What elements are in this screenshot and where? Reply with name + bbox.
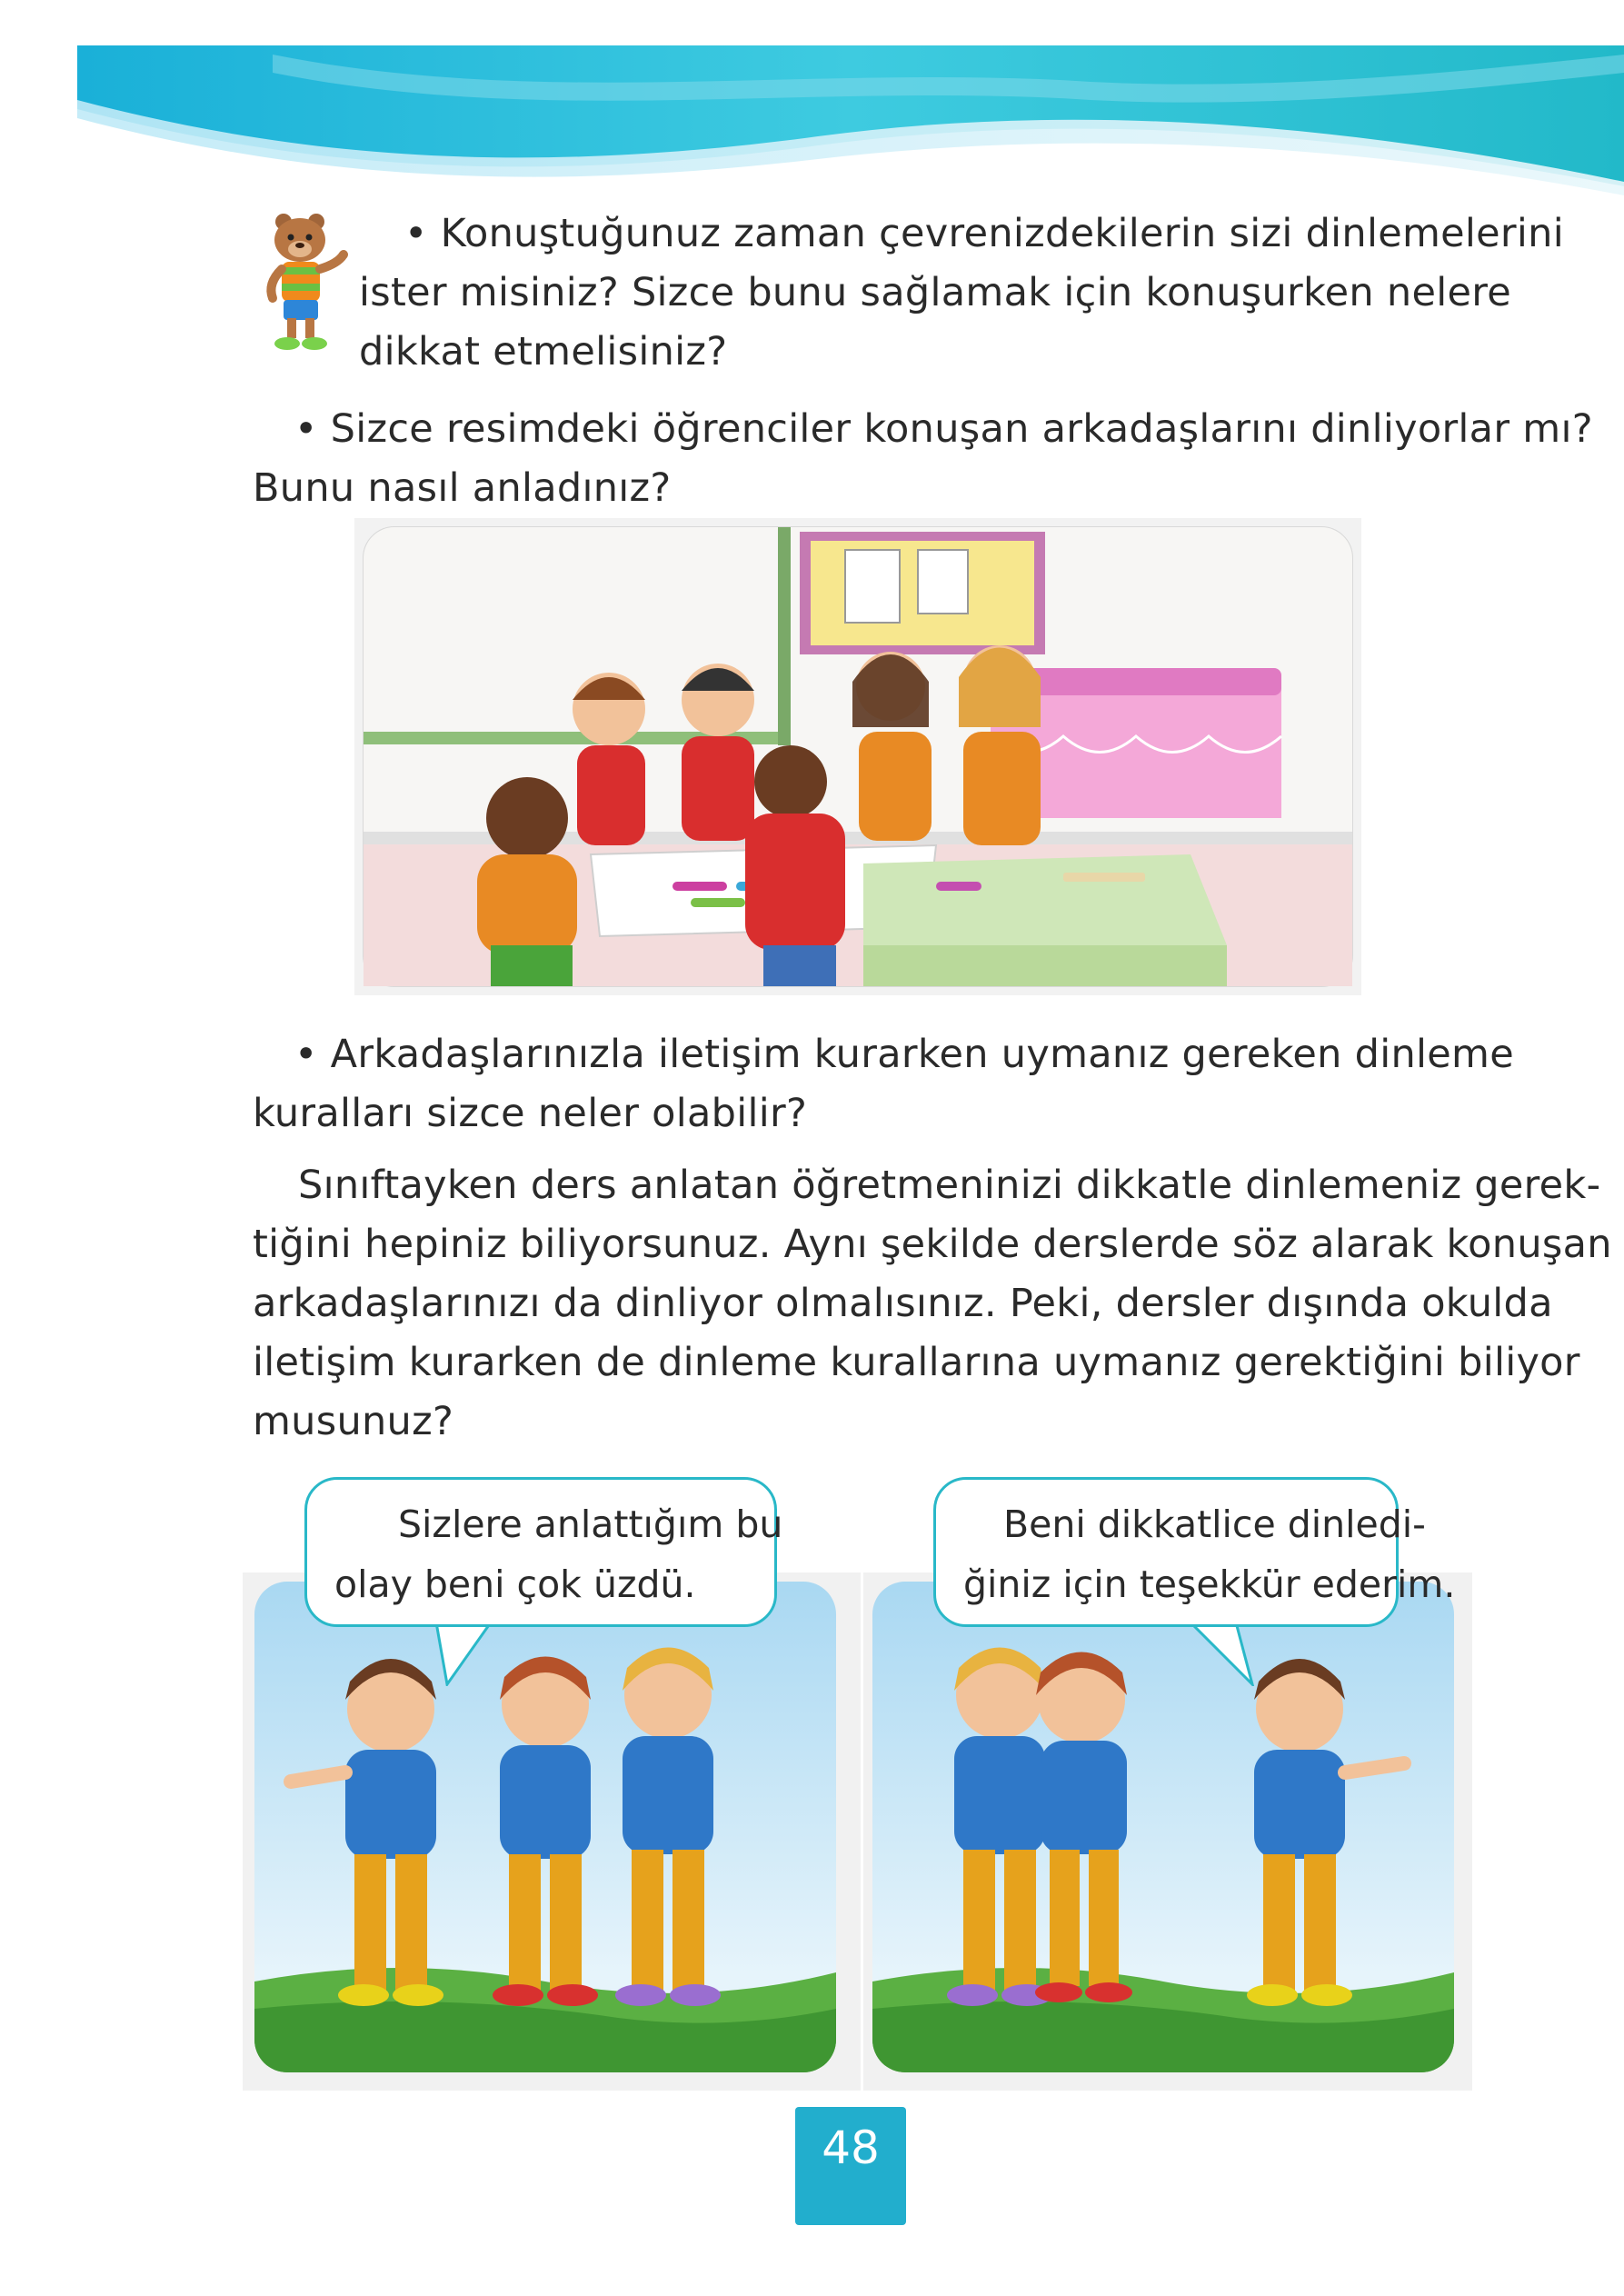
text-line: musunuz?	[253, 1399, 454, 1444]
text-line: • Konuştuğunuz zaman çevrenizdekilerin sizi dinlemelerini	[404, 211, 1564, 256]
bubble-text-line: Sizlere anlattığım bu	[398, 1502, 783, 1546]
comic-panel-right	[872, 1582, 1454, 2072]
speech-bubble-right	[933, 1477, 1456, 1627]
bear-mascot-icon	[245, 211, 354, 356]
bubble-text-line: ğiniz için teşekkür ederim.	[963, 1562, 1456, 1606]
text-line: kuralları sizce neler olabilir?	[253, 1091, 808, 1136]
text-line: tiğini hepiniz biliyorsunuz. Aynı şekilde derslerde söz alarak konuşan	[253, 1222, 1612, 1267]
text-line: • Sizce resimdeki öğrenciler konuşan arkadaşlarını dinliyorlar mı?	[294, 406, 1593, 452]
speech-bubble-left	[304, 1477, 783, 1627]
header-wave-decoration	[0, 0, 1624, 209]
rules-question	[253, 1025, 1514, 1143]
bubble-text-line: olay beni çok üzdü.	[334, 1562, 696, 1606]
text-line: Sınıftayken ders anlatan öğretmeninizi dikkatle dinlemeniz gerek-	[298, 1163, 1601, 1208]
text-line: • Arkadaşlarınızla iletişim kurarken uymanız gereken dinleme	[294, 1032, 1514, 1077]
speech-bubble-tail-left	[427, 1622, 509, 1686]
text-line: iletişim kurarken de dinleme kurallarına uymanız gerektiğini biliyor	[253, 1340, 1580, 1385]
comic-panel-left	[254, 1582, 836, 2072]
body-text	[253, 1156, 1612, 1452]
page-number	[795, 2107, 906, 2225]
speech-bubble-tail-right	[1181, 1622, 1263, 1686]
text-line: Bunu nasıl anladınız?	[253, 465, 672, 511]
mascot-question	[359, 205, 1564, 382]
text-line: dikkat etmelisiniz?	[359, 329, 728, 374]
bubble-text-line: Beni dikkatlice dinledi-	[1003, 1502, 1426, 1546]
text-line: ister misiniz? Sizce bunu sağlamak için konuşurken nelere	[359, 270, 1512, 315]
text-line: arkadaşlarınızı da dinliyor olmalısınız. Peki, dersler dışında okulda	[253, 1281, 1553, 1326]
picture-question	[253, 400, 1593, 518]
classroom-illustration	[354, 518, 1361, 995]
page-number-text: 48	[822, 2121, 880, 2174]
